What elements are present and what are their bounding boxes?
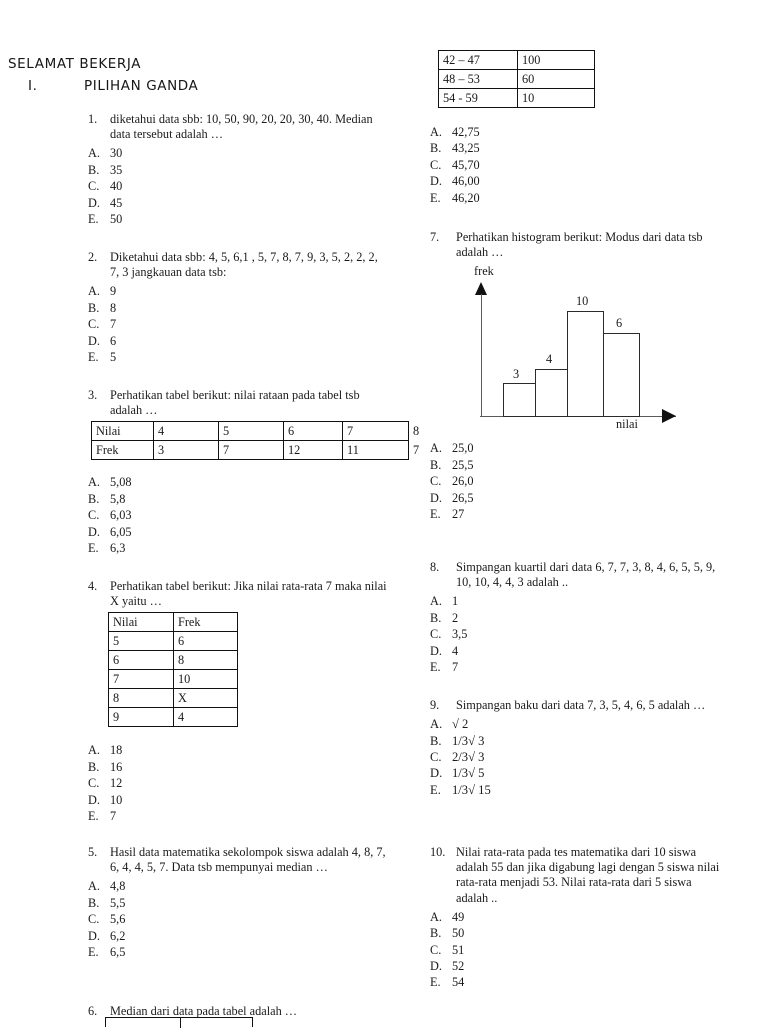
option-text: 6,3 xyxy=(110,541,126,556)
option-d[interactable] xyxy=(88,524,390,540)
option-d[interactable] xyxy=(88,928,390,944)
table-cell: 6 xyxy=(284,422,343,441)
option-label: B. xyxy=(430,733,442,748)
question-number: 2. xyxy=(88,250,98,264)
table-cell: 6 xyxy=(109,651,174,670)
page-title: SELAMAT BEKERJA xyxy=(8,56,142,72)
option-text: 30 xyxy=(110,146,123,161)
option-a[interactable] xyxy=(430,124,730,140)
option-d[interactable] xyxy=(430,643,726,659)
table-cell: 5 xyxy=(219,422,284,441)
option-c[interactable] xyxy=(88,178,390,194)
option-text: 7 xyxy=(110,809,117,824)
option-e[interactable] xyxy=(88,211,390,227)
options-5 xyxy=(88,878,390,960)
options-3 xyxy=(88,474,390,556)
option-label: A. xyxy=(430,441,442,456)
table-cell: 11 xyxy=(343,441,409,460)
option-label: C. xyxy=(430,942,442,957)
question-text: diketahui data sbb: 10, 50, 90, 20, 20, 30, 40. Median data tersebut adalah … xyxy=(110,112,373,142)
option-text: 26,5 xyxy=(452,490,474,505)
option-text: 5,08 xyxy=(110,475,132,490)
histogram-bar-3 xyxy=(567,311,604,417)
option-label: B. xyxy=(88,162,100,177)
option-label: D. xyxy=(88,333,100,348)
question-block-5 xyxy=(88,845,390,960)
table-row xyxy=(439,70,595,89)
table-cell: 5 xyxy=(109,632,174,651)
option-label: C. xyxy=(88,912,100,927)
option-text: 43,25 xyxy=(452,141,480,156)
table-cell: 7 xyxy=(109,670,174,689)
table-header-cell: Nilai xyxy=(92,422,154,441)
option-c[interactable] xyxy=(430,157,730,173)
option-d[interactable] xyxy=(88,792,390,808)
question-2 xyxy=(88,250,390,280)
option-label: E. xyxy=(430,782,441,797)
option-label: B. xyxy=(88,300,100,315)
table-cell: 3 xyxy=(154,441,219,460)
option-b[interactable] xyxy=(430,733,726,749)
table-row xyxy=(439,89,595,108)
option-text: 4 xyxy=(452,643,459,658)
question-number: 3. xyxy=(88,388,98,402)
option-label: E. xyxy=(88,350,99,365)
option-text: 10 xyxy=(110,792,123,807)
option-text: 6,03 xyxy=(110,508,132,523)
option-text: 35 xyxy=(110,162,123,177)
option-text: 5,8 xyxy=(110,491,126,506)
option-label: D. xyxy=(430,490,442,505)
question-block-4 xyxy=(88,579,390,824)
option-b[interactable] xyxy=(88,895,390,911)
option-text: 6,05 xyxy=(110,524,132,539)
option-e[interactable] xyxy=(430,659,726,675)
table-cell: 4 xyxy=(154,422,219,441)
option-a[interactable] xyxy=(88,878,390,894)
option-b[interactable] xyxy=(88,300,390,316)
option-label: A. xyxy=(88,475,100,490)
option-text: 4,8 xyxy=(110,879,126,894)
question-block-6-continued xyxy=(430,50,730,206)
option-label: A. xyxy=(88,879,100,894)
table-row xyxy=(109,632,238,651)
options-6 xyxy=(430,124,730,206)
option-text: 25,0 xyxy=(452,441,474,456)
option-label: A. xyxy=(88,284,100,299)
y-axis-label: frek xyxy=(474,264,494,279)
question-text: Hasil data matematika sekolompok siswa adalah 4, 8, 7, 6, 4, 4, 5, 7. Data tsb mempunyai median … xyxy=(110,845,386,875)
options-1 xyxy=(88,145,390,227)
option-text: 3,5 xyxy=(452,627,468,642)
section-numeral: I. xyxy=(28,78,38,94)
table-row xyxy=(109,651,238,670)
question-text: Simpangan kuartil dari data 6, 7, 7, 3, 8, 4, 6, 5, 5, 9, 10, 10, 4, 4, 3 adalah .. xyxy=(456,560,716,590)
question-text: Nilai rata-rata pada tes matematika dari 10 siswa adalah 55 dan jika digabung lagi dengan 5 siswa nilai rata-rata menjadi 53. Nilai rata-rata dari 5 siswa adalah .. xyxy=(456,845,720,905)
histogram-bar-value-3: 10 xyxy=(576,294,589,309)
option-text: 6 xyxy=(110,333,117,348)
option-label: C. xyxy=(430,474,442,489)
option-text: 50 xyxy=(110,212,123,227)
table-cell: 8 xyxy=(109,689,174,708)
option-e[interactable] xyxy=(430,782,726,798)
question-10 xyxy=(430,845,726,906)
option-label: B. xyxy=(430,926,442,941)
option-text: 51 xyxy=(452,942,465,957)
question-text: Perhatikan histogram berikut: Modus dari data tsb adalah … xyxy=(456,230,703,260)
option-e[interactable] xyxy=(430,506,726,522)
question-block-2 xyxy=(88,250,390,365)
table-cell: 48 – 53 xyxy=(439,70,518,89)
option-label: B. xyxy=(88,759,100,774)
option-label: E. xyxy=(430,975,441,990)
option-e[interactable] xyxy=(430,974,726,990)
data-table-q3 xyxy=(91,421,420,460)
option-e[interactable] xyxy=(88,944,390,960)
y-axis-line xyxy=(481,294,482,416)
option-label: E. xyxy=(430,507,441,522)
option-a[interactable] xyxy=(88,474,390,490)
option-text: 5,5 xyxy=(110,895,126,910)
option-text: 2 xyxy=(452,610,459,625)
question-block-1 xyxy=(88,112,390,227)
histogram-chart xyxy=(434,260,694,435)
options-7 xyxy=(430,440,726,522)
table-cell: 10 xyxy=(174,670,238,689)
histogram-bar-4 xyxy=(603,333,640,417)
option-d[interactable] xyxy=(88,333,390,349)
option-c[interactable] xyxy=(430,942,726,958)
option-label: D. xyxy=(430,959,442,974)
option-label: E. xyxy=(430,660,441,675)
histogram-bar-value-2: 4 xyxy=(546,352,553,367)
option-text: 2/3√ 3 xyxy=(452,750,485,765)
option-a[interactable] xyxy=(430,440,726,456)
question-number: 8. xyxy=(430,560,440,574)
data-table-q6-clipped xyxy=(105,1017,253,1027)
option-text: 16 xyxy=(110,759,123,774)
option-label: B. xyxy=(88,895,100,910)
x-axis-arrow-icon xyxy=(662,409,676,423)
section-title: PILIHAN GANDA xyxy=(84,78,199,94)
table-cell: 100 xyxy=(518,51,595,70)
table-header-cell: Frek xyxy=(92,441,154,460)
option-text: 52 xyxy=(452,959,465,974)
option-label: B. xyxy=(430,457,442,472)
question-7 xyxy=(430,230,726,260)
question-5 xyxy=(88,845,390,875)
option-b[interactable] xyxy=(430,457,726,473)
option-text: 50 xyxy=(452,926,465,941)
option-label: B. xyxy=(88,491,100,506)
option-label: D. xyxy=(430,174,442,189)
question-number: 4. xyxy=(88,579,98,593)
question-text: Simpangan baku dari data 7, 3, 5, 4, 6, 5 adalah … xyxy=(456,698,706,712)
table-cell: 10 xyxy=(518,89,595,108)
option-b[interactable] xyxy=(88,759,390,775)
option-c[interactable] xyxy=(88,316,390,332)
option-label: A. xyxy=(430,909,442,924)
question-number: 6. xyxy=(88,1004,98,1018)
table-cell: 12 xyxy=(284,441,343,460)
option-text: 9 xyxy=(110,284,117,299)
option-label: B. xyxy=(430,610,442,625)
table-cell: 42 – 47 xyxy=(439,51,518,70)
table-header-cell: Frek xyxy=(174,613,238,632)
option-text: 5,6 xyxy=(110,912,126,927)
option-d[interactable] xyxy=(430,490,726,506)
option-c[interactable] xyxy=(88,775,390,791)
option-text: 1/3√ 3 xyxy=(452,733,485,748)
question-number: 7. xyxy=(430,230,440,244)
options-10 xyxy=(430,909,726,991)
option-label: C. xyxy=(430,750,442,765)
option-label: D. xyxy=(430,643,442,658)
question-number: 10. xyxy=(430,845,446,859)
option-label: E. xyxy=(88,541,99,556)
option-text: 40 xyxy=(110,179,123,194)
option-label: A. xyxy=(88,146,100,161)
option-text: 7 xyxy=(110,317,117,332)
question-block-8 xyxy=(430,560,726,675)
table-cell: 4 xyxy=(174,708,238,727)
table-row xyxy=(109,708,238,727)
table-row: Frek 3 7 12 11 7 xyxy=(92,441,409,460)
option-c[interactable] xyxy=(430,473,726,489)
option-text: 27 xyxy=(452,507,465,522)
option-label: E. xyxy=(88,809,99,824)
option-label: A. xyxy=(430,594,442,609)
option-c[interactable] xyxy=(430,749,726,765)
options-4 xyxy=(88,742,390,824)
option-b[interactable] xyxy=(88,491,390,507)
table-cell: 8 xyxy=(174,651,238,670)
option-label: C. xyxy=(88,776,100,791)
question-block-10 xyxy=(430,845,726,991)
option-text: 12 xyxy=(110,776,123,791)
option-text: 46,00 xyxy=(452,174,480,189)
table-column-divider xyxy=(180,1018,181,1028)
option-text: 6,5 xyxy=(110,945,126,960)
option-label: D. xyxy=(430,766,443,781)
option-b[interactable] xyxy=(430,140,730,156)
option-a[interactable] xyxy=(88,145,390,161)
question-9 xyxy=(430,698,726,713)
options-2 xyxy=(88,283,390,365)
option-text: 45 xyxy=(110,195,123,210)
option-e[interactable] xyxy=(430,190,730,206)
question-block-3 xyxy=(88,388,420,556)
option-text: √ 2 xyxy=(452,717,469,732)
histogram-bar-value-1: 3 xyxy=(513,367,520,382)
option-e[interactable] xyxy=(88,540,390,556)
option-label: C. xyxy=(430,157,442,172)
option-a[interactable] xyxy=(430,716,726,732)
option-label: C. xyxy=(88,317,100,332)
option-text: 49 xyxy=(452,909,465,924)
question-text: Diketahui data sbb: 4, 5, 6,1 , 5, 7, 8, 7, 9, 3, 5, 2, 2, 2, 7, 3 jangkauan data tsb: xyxy=(110,250,378,280)
table-row xyxy=(439,51,595,70)
option-text: 1/3√ 15 xyxy=(452,782,491,797)
histogram-bar-value-4: 6 xyxy=(616,316,623,331)
option-label: D. xyxy=(88,928,100,943)
question-block-7 xyxy=(430,230,726,522)
x-axis-label: nilai xyxy=(616,417,638,432)
section-heading xyxy=(28,78,198,94)
option-label: E. xyxy=(88,212,99,227)
option-d[interactable] xyxy=(430,958,726,974)
question-number: 5. xyxy=(88,845,98,859)
table-cell: 7 xyxy=(343,422,409,441)
question-number: 1. xyxy=(88,112,98,126)
option-label: A. xyxy=(430,717,443,732)
options-8 xyxy=(430,593,726,675)
option-d[interactable] xyxy=(88,195,390,211)
option-text: 42,75 xyxy=(452,125,480,139)
table-row: Nilai 4 5 6 7 8 xyxy=(92,422,409,441)
question-text: Median dari data pada tabel adalah … xyxy=(110,1004,298,1018)
option-b[interactable] xyxy=(430,925,726,941)
option-text: 8 xyxy=(110,300,117,315)
question-8 xyxy=(430,560,726,590)
options-9 xyxy=(430,716,726,798)
table-cell: 9 xyxy=(109,708,174,727)
question-block-9 xyxy=(430,698,726,798)
option-e[interactable] xyxy=(88,349,390,365)
option-c[interactable] xyxy=(88,507,390,523)
option-text: 25,5 xyxy=(452,457,474,472)
option-label: C. xyxy=(88,179,100,194)
option-label: C. xyxy=(430,627,442,642)
option-text: 18 xyxy=(110,743,123,758)
option-d[interactable] xyxy=(430,173,730,189)
data-table-q6 xyxy=(438,50,595,108)
option-text: 46,20 xyxy=(452,190,480,205)
option-a[interactable] xyxy=(430,593,726,609)
option-e[interactable] xyxy=(88,808,390,824)
option-b[interactable] xyxy=(430,610,726,626)
option-label: B. xyxy=(430,141,442,156)
option-label: A. xyxy=(430,125,442,139)
option-text: 6,2 xyxy=(110,928,126,943)
option-label: E. xyxy=(430,190,441,205)
question-number: 9. xyxy=(430,698,440,712)
option-label: D. xyxy=(88,524,100,539)
option-c[interactable] xyxy=(430,626,726,642)
option-a[interactable] xyxy=(88,283,390,299)
question-text: Perhatikan tabel berikut: nilai rataan pada tabel tsb adalah … xyxy=(110,388,360,418)
option-c[interactable] xyxy=(88,911,390,927)
option-text: 54 xyxy=(452,975,465,990)
table-cell: 7 xyxy=(219,441,284,460)
option-text: 26,0 xyxy=(452,474,474,489)
data-table-q4 xyxy=(108,612,238,727)
table-cell: X xyxy=(174,689,238,708)
histogram-bar-2 xyxy=(535,369,568,417)
option-label: E. xyxy=(88,945,99,960)
table-row xyxy=(109,670,238,689)
option-a[interactable] xyxy=(88,742,390,758)
table-row xyxy=(109,689,238,708)
table-cell: 6 xyxy=(174,632,238,651)
option-label: A. xyxy=(88,743,100,758)
option-text: 45,70 xyxy=(452,157,480,172)
histogram-bar-1 xyxy=(503,383,536,417)
question-3 xyxy=(88,388,390,418)
option-text: 1/3√ 5 xyxy=(452,766,485,781)
option-label: C. xyxy=(88,508,100,523)
option-label: D. xyxy=(88,195,100,210)
option-label: D. xyxy=(88,792,100,807)
question-text: Perhatikan tabel berikut: Jika nilai rata-rata 7 maka nilai X yaitu … xyxy=(110,579,387,609)
option-text: 1 xyxy=(452,594,459,609)
option-text: 7 xyxy=(452,660,459,675)
table-cell: 54 - 59 xyxy=(439,89,518,108)
question-1 xyxy=(88,112,390,142)
question-4 xyxy=(88,579,390,609)
option-text: 5 xyxy=(110,350,117,365)
table-header-cell: Nilai xyxy=(109,613,174,632)
option-b[interactable] xyxy=(88,162,390,178)
table-row xyxy=(109,613,238,632)
table-cell: 60 xyxy=(518,70,595,89)
option-a[interactable] xyxy=(430,909,726,925)
option-d[interactable] xyxy=(430,765,726,781)
